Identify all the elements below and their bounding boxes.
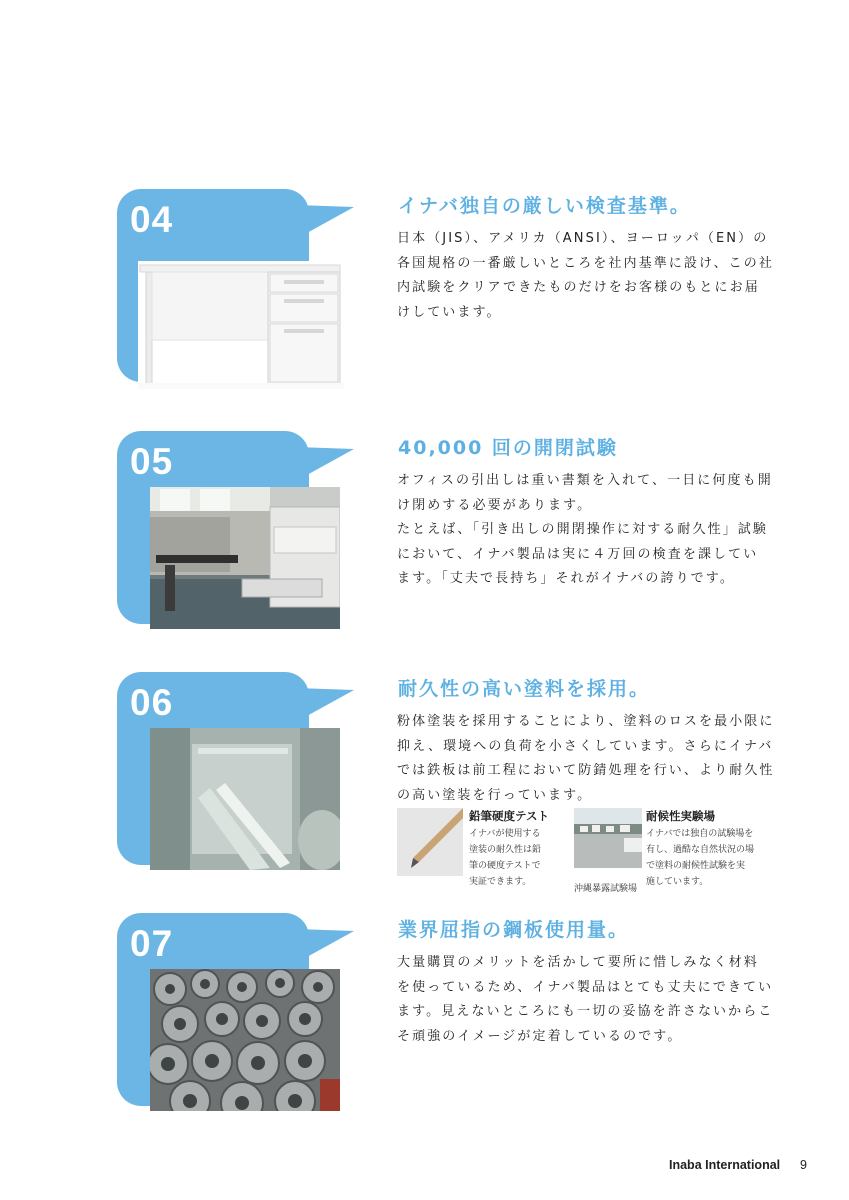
sub-title: 耐候性実験場 [646,809,715,823]
body-line: ます。見えないところにも一切の妥協を許さないからこ [397,1004,774,1019]
body-line: を使っているため、イナバ製品はとても丈夫にできてい [397,979,774,995]
pencil-test-photo [397,808,463,876]
drawer-test-photo [150,487,340,629]
photo-caption: 沖縄暴露試験場 [574,884,638,894]
speech-tail [296,929,356,969]
weather-test-site-photo [574,808,642,868]
section-body [397,469,773,592]
footer-brand: Inaba International [669,1158,781,1172]
sub-line: 塗装の耐久性は鉛 [469,845,542,855]
page-number: 9 [800,1158,807,1172]
body-line: の高い塗装を行っています。 [397,787,593,803]
section-heading: 業界屈指の鋼板使用量。 [398,919,630,941]
sub-line: 施しています。 [646,877,709,887]
body-line: そ頑強のイメージが定着しているのです。 [397,1028,683,1044]
powder-coating-photo [150,728,340,870]
speech-tail [296,205,356,245]
section-heading: 耐久性の高い塗料を採用。 [398,678,651,700]
sub-line: 筆の硬度テストで [469,861,541,871]
section-body [397,710,775,808]
sub-line: イナバでは独自の試験場を [646,829,754,839]
speech-tail [296,447,356,487]
sub-line: で塗料の耐候性試験を実 [646,861,746,871]
body-line: け閉めする必要があります。 [397,497,593,513]
body-line: 大量購買のメリットを活かして要所に惜しみなく材料 [397,955,759,970]
sub-line: 有し、過酷な自然状況の場 [646,845,755,855]
speech-tail [296,688,356,728]
body-line: けしています。 [397,304,502,320]
body-line: ます。「丈夫で長持ち」それがイナバの誇りです。 [397,571,735,586]
body-line: 内試験をクリアできたものだけをお客様のもとにお届 [397,280,760,295]
sub-description [469,826,541,890]
section-number: 05 [130,441,174,482]
sub-line: 実証できます。 [469,877,532,887]
section-number: 07 [130,923,174,964]
section-number: 06 [130,682,174,723]
section-heading: 40,000 回の開閉試験 [398,437,618,459]
body-line: たとえば、「引き出しの開閉操作に対する耐久性」試験 [397,522,769,537]
steel-coils-photo [150,969,340,1111]
body-line: 粉体塗装を採用することにより、塗料のロスを最小限に [397,714,775,729]
body-line: 日本（JIS）、アメリカ（ANSI）、ヨーロッパ（EN）の [397,231,769,246]
sub-line: イナバが使用する [469,829,541,839]
section-number: 04 [130,199,174,240]
desk-photo [138,261,344,389]
section-body [397,951,774,1049]
body-line: において、イナバ製品は実に４万回の検査を課してい [397,546,759,562]
section-body [397,227,774,325]
body-line: オフィスの引出しは重い書類を入れて、一日に何度も開 [397,473,773,488]
section-heading: イナバ独自の厳しい検査基準。 [398,195,691,217]
sub-title: 鉛筆硬度テスト [469,809,550,823]
body-line: 抑え、環境への負荷を小さくしています。さらにイナバ [397,738,774,754]
body-line: では鉄板は前工程において防錆処理を行い、より耐久性 [397,763,775,778]
body-line: 各国規格の一番厳しいところを社内基準に設け、この社 [397,255,774,271]
sub-description [646,826,754,890]
